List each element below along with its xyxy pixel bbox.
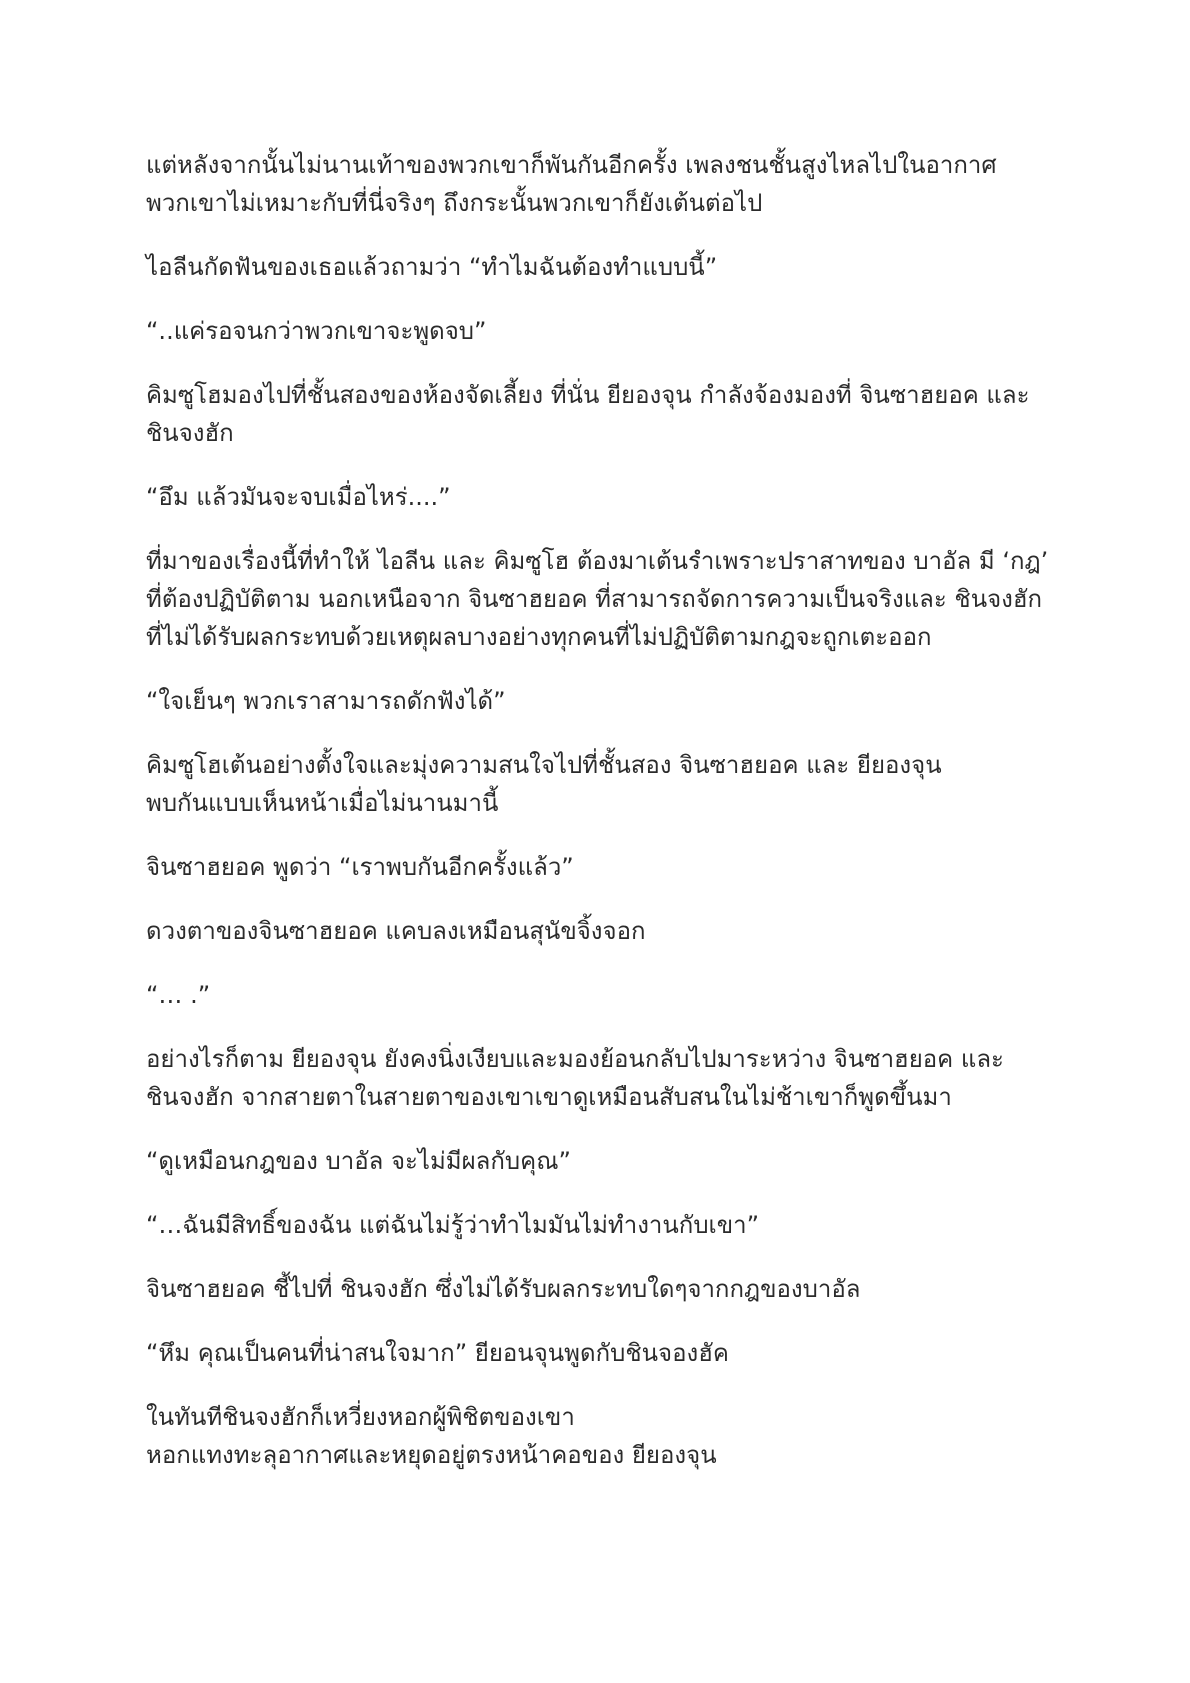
text-line: คิมซูโฮมองไปที่ชั้นสองของห้องจัดเลี้ยง ที่นั่น ยียองจุน กำลังจ้องมองที่ จินซาฮยอค และ: [146, 381, 1030, 409]
paragraph: [146, 1398, 1086, 1474]
paragraph: [146, 746, 1086, 822]
text-line: “… .”: [146, 981, 211, 1009]
text-line: “ใจเย็นๆ พวกเราสามารถดักฟังได้”: [146, 687, 506, 715]
text-line: จินซาฮยอค ชี้ไปที่ ชินจงฮัก ซึ่งไม่ได้รับผลกระทบใดๆจากกฎของบาอัล: [146, 1275, 861, 1303]
text-line: หอกแทงทะลุอากาศและหยุดอยู่ตรงหน้าคอของ ยียองจุน: [146, 1441, 717, 1469]
paragraph: [146, 1270, 1086, 1308]
paragraph: [146, 912, 1086, 950]
text-line: จินซาฮยอค พูดว่า “เราพบกันอีกครั้งแล้ว”: [146, 853, 574, 881]
text-line: “ดูเหมือนกฎของ บาอัล จะไม่มีผลกับคุณ”: [146, 1147, 571, 1175]
paragraph: [146, 542, 1086, 656]
paragraph: [146, 146, 1086, 222]
text-line: “หึม คุณเป็นคนที่น่าสนใจมาก” ยียอนจุนพูดกับชินจองฮัค: [146, 1339, 729, 1367]
paragraph: [146, 848, 1086, 886]
document-body: [146, 146, 1086, 1500]
paragraph: [146, 1334, 1086, 1372]
text-line: พบกันแบบเห็นหน้าเมื่อไม่นานมานี้: [146, 789, 499, 817]
text-line: คิมซูโฮเต้นอย่างตั้งใจและมุ่งความสนใจไปที่ชั้นสอง จินซาฮยอค และ ยียองจุน: [146, 751, 942, 779]
paragraph: [146, 248, 1086, 286]
text-line: ที่ไม่ได้รับผลกระทบด้วยเหตุผลบางอย่างทุกคนที่ไม่ปฏิบัติตามกฎจะถูกเตะออก: [146, 623, 932, 651]
text-line: ในทันทีชินจงฮักก็เหวี่ยงหอกผู้พิชิตของเขา: [146, 1403, 575, 1431]
text-line: ชินจงฮัก จากสายตาในสายตาของเขาเขาดูเหมือนสับสนในไม่ช้าเขาก็พูดขึ้นมา: [146, 1083, 952, 1111]
paragraph: [146, 1206, 1086, 1244]
text-line: แต่หลังจากนั้นไม่นานเท้าของพวกเขาก็พันกันอีกครั้ง เพลงชนชั้นสูงไหลไปในอากาศ: [146, 151, 997, 179]
paragraph: [146, 976, 1086, 1014]
text-line: ไอลีนกัดฟันของเธอแล้วถามว่า “ทำไมฉันต้องทำแบบนี้”: [146, 253, 718, 281]
text-line: ชินจงฮัก: [146, 419, 234, 447]
text-line: “..แค่รอจนกว่าพวกเขาจะพูดจบ”: [146, 317, 487, 345]
paragraph: [146, 1040, 1086, 1116]
text-line: ที่มาของเรื่องนี้ที่ทำให้ ไอลีน และ คิมซูโฮ ต้องมาเต้นรำเพราะปราสาทของ บาอัล มี ‘กฎ’: [146, 547, 1049, 575]
paragraph: [146, 376, 1086, 452]
paragraph: [146, 478, 1086, 516]
text-line: “อึม แล้วมันจะจบเมื่อไหร่....”: [146, 483, 451, 511]
text-line: ที่ต้องปฏิบัติตาม นอกเหนือจาก จินซาฮยอค ที่สามารถจัดการความเป็นจริงและ ชินจงฮัก: [146, 585, 1043, 613]
paragraph: [146, 1142, 1086, 1180]
paragraph: [146, 312, 1086, 350]
text-line: “…ฉันมีสิทธิ์ของฉัน แต่ฉันไม่รู้ว่าทำไมมันไม่ทำงานกับเขา”: [146, 1211, 760, 1239]
text-line: พวกเขาไม่เหมาะกับที่นี่จริงๆ ถึงกระนั้นพวกเขาก็ยังเต้นต่อไป: [146, 189, 763, 217]
text-line: ดวงตาของจินซาฮยอค แคบลงเหมือนสุนัขจิ้งจอก: [146, 917, 646, 945]
text-line: อย่างไรก็ตาม ยียองจุน ยังคงนิ่งเงียบและมองย้อนกลับไปมาระหว่าง จินซาฮยอค และ: [146, 1045, 1004, 1073]
paragraph: [146, 682, 1086, 720]
